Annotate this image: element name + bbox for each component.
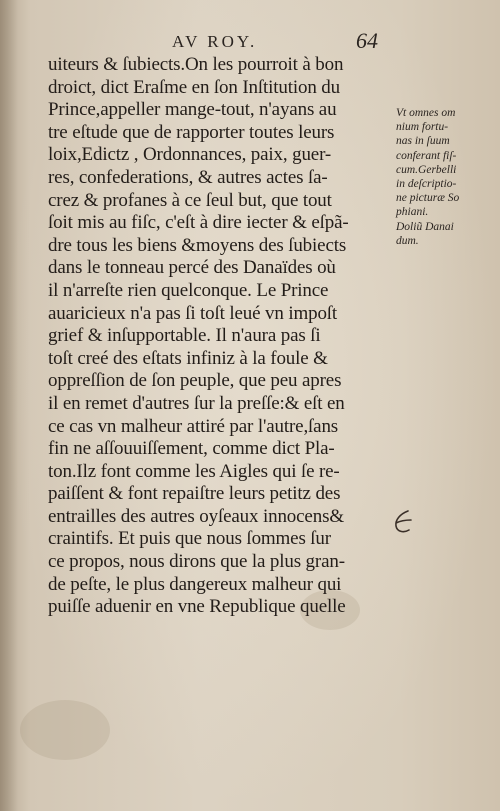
- marginal-note-line: Doliũ Danai: [396, 220, 454, 233]
- marginal-note-line: dum.: [396, 234, 419, 247]
- text-line: oppreſſion de ſon peuple, que peu apres: [48, 370, 342, 392]
- marginal-note-line: in deſcriptio-: [396, 177, 457, 190]
- text-line: fin ne aſſouuiſſement, comme dict Pla-: [48, 438, 335, 460]
- marginal-note-line: cum.Gerbelli: [396, 163, 457, 176]
- text-line: ce cas vn malheur attiré par l'autre,ſans: [48, 415, 339, 437]
- text-line: il en remet d'autres ſur la preſſe:& eſt en: [48, 392, 345, 414]
- text-line: tre eſtude que de rapporter toutes leurs: [48, 121, 335, 143]
- text-line: loix,Edictz , Ordonnances, paix, guer-: [48, 144, 332, 166]
- marginal-note-line: nium fortu-: [396, 121, 449, 134]
- marginal-note-line: nas in ſuum: [396, 135, 450, 148]
- text-line: Prince,appeller mange-tout, n'ayans au: [48, 99, 337, 121]
- marginal-note-line: Vt omnes om: [396, 107, 456, 119]
- text-line: uiteurs & ſubiects.On les pourroit à bon: [48, 54, 344, 75]
- text-line: paiſſent & font repaiſtre leurs petitz des: [48, 483, 341, 505]
- text-line: ton.Ilz font comme les Aigles qui ſe re-: [48, 460, 340, 482]
- text-line: entrailles des autres oyſeaux innocens&: [48, 505, 344, 527]
- page-number: 64: [356, 28, 378, 53]
- text-line: crez & profanes à ce ſeul but, que tout: [48, 189, 332, 211]
- text-line: craintifs. Et puis que nous ſommes ſur: [48, 528, 331, 550]
- marginal-note-line: ne picturæ So: [396, 192, 460, 205]
- text-line: dans le tonneau percé des Danaïdes où: [48, 257, 336, 279]
- marginal-note-line: conferant fiſ-: [396, 149, 457, 162]
- running-title: AV ROY.: [172, 32, 258, 51]
- text-line: toſt creé des eſtats infiniz à la foule &: [48, 347, 328, 369]
- handwritten-mark-icon: [390, 508, 414, 536]
- gutter-shadow: [0, 0, 18, 811]
- text-line: dre tous les biens &moyens des ſubiects: [48, 234, 347, 256]
- paper-stain: [20, 700, 110, 760]
- marginal-note: [396, 106, 496, 248]
- text-line: droict, dict Eraſme en ſon Inſtitution du: [48, 76, 340, 98]
- text-line: ce propos, nous dirons que la plus gran-: [48, 551, 345, 573]
- text-line: il n'arreſte rien quelconque. Le Prince: [48, 279, 329, 301]
- text-line: auaricieux n'a pas ſi toſt leué vn impoſt: [48, 302, 338, 324]
- marginal-note-line: phiani.: [396, 206, 429, 219]
- body-text: [48, 54, 393, 619]
- text-line: grief & inſupportable. Il n'aura pas ſi: [48, 325, 321, 347]
- text-line: puiſſe aduenir en vne Republique quelle: [48, 596, 346, 618]
- text-line: de peſte, le plus dangereux malheur qui: [48, 573, 342, 595]
- text-line: res, confederations, & autres actes ſa-: [48, 166, 328, 188]
- running-head: [160, 30, 380, 56]
- text-line: ſoit mis au fiſc, c'eſt à dire iecter & eſpã-: [48, 212, 349, 234]
